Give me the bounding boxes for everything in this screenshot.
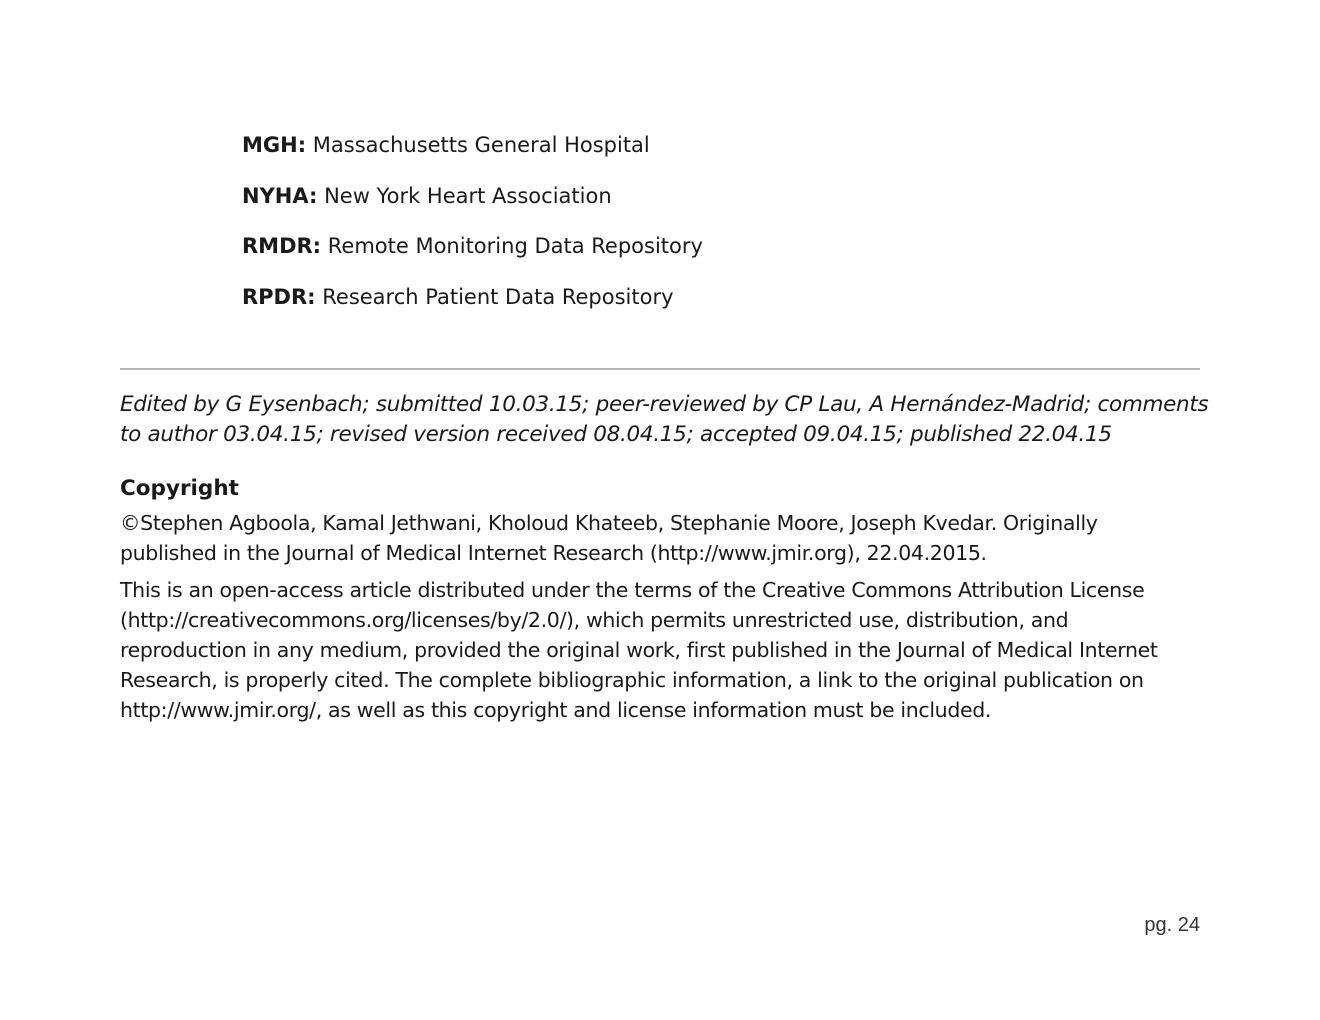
- abbreviation-item-mgh: [242, 130, 1142, 160]
- abbreviation-item-rmdr: [242, 231, 1142, 261]
- license-statement: This is an open-access article distributed under the terms of the Creative Commons Attribution License (http://creativecommons.org/licenses/by/2.0/), which permits unrestricted use, distribution, and reproduction in any medium, provided the original work, first published in the Journal of Medical Internet Research, is properly cited. The complete bibliographic information, a link to the original publication on http://www.jmir.org/, as well as this copyright and license information must be included.: [120, 578, 1158, 722]
- copyright-heading: Copyright: [120, 476, 239, 501]
- abbreviation-definition: Remote Monitoring Data Repository: [327, 234, 703, 258]
- abbreviation-definition: New York Heart Association: [324, 183, 612, 208]
- abbreviation-definition: Research Patient Data Repository: [322, 284, 674, 309]
- abbreviation-term: RPDR:: [242, 284, 316, 309]
- abbreviation-list: [242, 130, 1142, 332]
- abbreviation-definition: Massachusetts General Hospital: [312, 133, 650, 157]
- abbreviation-term: NYHA:: [242, 183, 318, 208]
- abbreviation-item-nyha: [242, 181, 1142, 211]
- page-number: pg. 24: [1144, 914, 1200, 936]
- abbreviation-term: MGH:: [242, 133, 307, 157]
- editorial-history-line: Edited by G Eysenbach; submitted 10.03.15; peer-reviewed by CP Lau, A Hernández-Madrid; comments: [120, 392, 1209, 417]
- abbreviation-term: RMDR:: [242, 234, 322, 258]
- copyright-notice: ©Stephen Agboola, Kamal Jethwani, Kholoud Khateeb, Stephanie Moore, Joseph Kvedar. Originally published in the Journal of Medical Internet Research (http://www.jmir.org), 22.04.2015.: [120, 511, 1098, 565]
- editorial-history: [120, 390, 1210, 450]
- abbreviation-item-rpdr: [242, 282, 1142, 312]
- copyright-body: [120, 508, 1200, 732]
- editorial-history-line: to author 03.04.15; revised version received 08.04.15; accepted 09.04.15; published 22.04.15: [120, 422, 1112, 447]
- section-divider: [120, 368, 1200, 370]
